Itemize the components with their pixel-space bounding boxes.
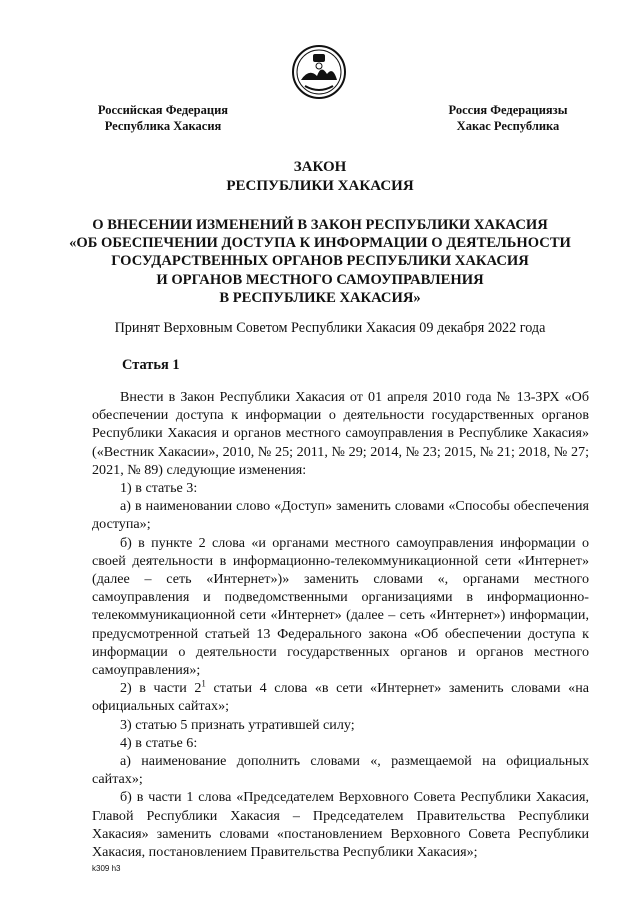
header-left-line1: Российская Федерация (97, 103, 229, 117)
article-heading: Статья 1 (122, 357, 180, 373)
coat-of-arms-emblem (291, 44, 347, 100)
issuer-title: РЕСПУБЛИКИ ХАКАСИЯ (226, 178, 414, 194)
header-right-line2: Хакас Республика (456, 119, 560, 133)
body-paragraph: а) наименование дополнить словами «, размещаемой на официальных сайтах»; (92, 753, 589, 788)
document-type-title: ЗАКОН (293, 159, 347, 175)
body-paragraph: 4) в статье 6: (120, 734, 198, 751)
adoption-statement: Принят Верховным Советом Республики Хакасия 09 декабря 2022 года (114, 320, 546, 336)
article-body (92, 388, 589, 861)
header-right-line1: Россия Федерациязы (448, 103, 568, 117)
body-paragraph: 3) статью 5 признать утратившей силу; (120, 716, 355, 733)
body-paragraph: 1) в статье 3: (120, 480, 198, 497)
header-left (78, 102, 248, 134)
footer-code: k309 h3 (92, 864, 121, 873)
header-left-line2: Республика Хакасия (104, 119, 222, 133)
law-title-line: ГОСУДАРСТВЕННЫХ ОРГАНОВ РЕСПУБЛИКИ ХАКАСИЯ (111, 253, 529, 270)
superscript: 1 (201, 678, 206, 689)
body-paragraph: б) в пункте 2 слова «и органами местного самоуправления информации о своей деятельности в информационно-телекоммуникационной сети «Интернет» (далее – сеть «Интернет»)» заменить словами «, органами местного самоуправления и подведомственными организациями в информационно-телекоммуникационной сети «Интернет» (далее – сеть «Интернет») информации, предусмотренной статьей 13 Федерального закона «Об обеспечении доступа к информации о деятельности государственных органов и органов местного самоуправления»; (92, 534, 589, 679)
law-title-line: «ОБ ОБЕСПЕЧЕНИИ ДОСТУПА К ИНФОРМАЦИИ О ДЕЯТЕЛЬНОСТИ (69, 235, 571, 252)
body-paragraph (92, 679, 589, 715)
header-right (428, 102, 588, 134)
law-title (60, 216, 580, 307)
body-paragraph: а) в наименовании слово «Доступ» заменить словами «Способы обеспечения доступа»; (92, 498, 589, 533)
law-title-line: В РЕСПУБЛИКЕ ХАКАСИЯ» (219, 289, 421, 306)
law-title-line: И ОРГАНОВ МЕСТНОГО САМОУПРАВЛЕНИЯ (156, 271, 484, 288)
law-title-line: О ВНЕСЕНИИ ИЗМЕНЕНИЙ В ЗАКОН РЕСПУБЛИКИ ХАКАСИЯ (92, 217, 548, 233)
paragraph-text: статьи 4 слова «в сети «Интернет» заменить словами «на официальных сайтах»; (92, 680, 589, 715)
paragraph-text: 2) в части 2 (120, 680, 202, 697)
body-paragraph: б) в части 1 слова «Председателем Верховного Совета Республики Хакасия, Главой Республики Хакасия – Председателем Правительства Республики Хакасия» заменить словами «постановлением Верховного Совета Республики Хакасия, постановлением Правительства Республики Хакасия»; (92, 789, 589, 861)
body-paragraph: Внести в Закон Республики Хакасия от 01 апреля 2010 года № 13-ЗРХ «Об обеспечении доступа к информации о деятельности государственных органов Республики Хакасия и органов местного самоуправления в Республике Хакасия» («Вестник Хакасии», 2010, № 25; 2011, № 29; 2014, № 23; 2015, № 21; 2018, № 27; 2021, № 89) следующие изменения: (92, 389, 589, 478)
